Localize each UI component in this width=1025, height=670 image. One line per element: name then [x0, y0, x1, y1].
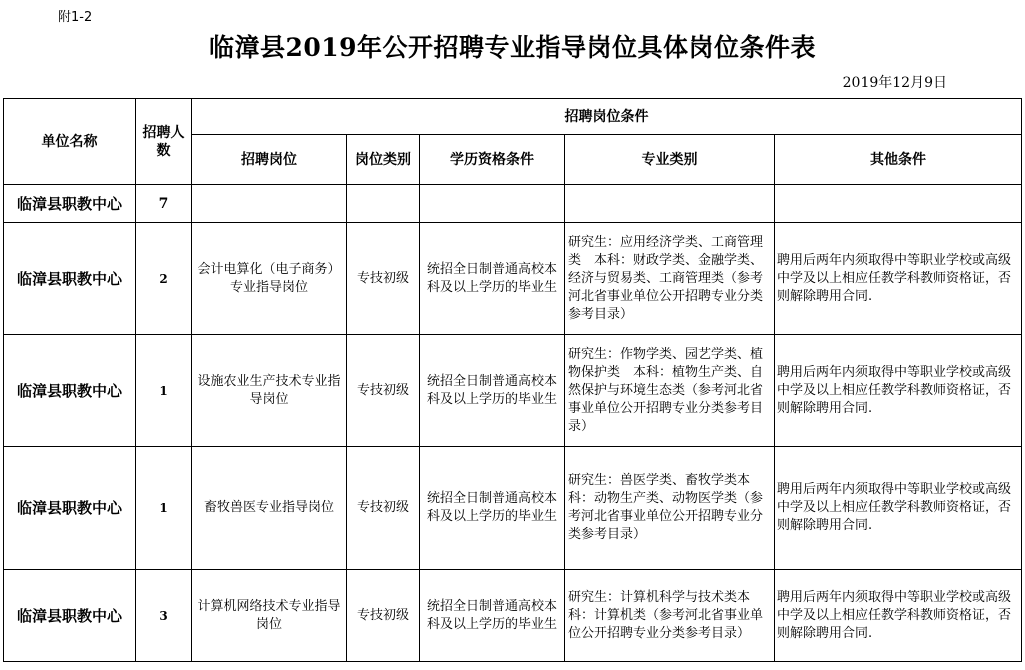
cell-unit: 临漳县职教中心 [4, 447, 136, 570]
annex-label: 附1-2 [58, 10, 93, 25]
header-major: 专业类别 [565, 135, 775, 185]
document-title: 临漳县2019年公开招聘专业指导岗位具体岗位条件表 [208, 33, 817, 62]
cell-other: 聘用后两年内须取得中等职业学校或高级中学及以上相应任教学科教师资格证，否则解除聘用合同. [775, 223, 1022, 335]
document-date: 2019年12月9日 [842, 75, 947, 91]
cell-position: 计算机网络技术专业指导岗位 [192, 570, 347, 662]
cell-education: 统招全日制普通高校本科及以上学历的毕业生 [420, 447, 565, 570]
cell-other: 聘用后两年内须取得中等职业学校或高级中学及以上相应任教学科教师资格证，否则解除聘用合同. [775, 570, 1022, 662]
header-count: 招聘人数 [136, 99, 192, 185]
header-position: 招聘岗位 [192, 135, 347, 185]
header-other: 其他条件 [775, 135, 1022, 185]
header-conditions: 招聘岗位条件 [192, 99, 1022, 135]
header-unit: 单位名称 [4, 99, 136, 185]
cell-count: 1 [136, 335, 192, 447]
cell-unit: 临漳县职教中心 [4, 335, 136, 447]
cell-major: 研究生：应用经济学类、工商管理类 本科：财政学类、金融学类、经济与贸易类、工商管理类（参考河北省事业单位公开招聘专业分类参考目录） [565, 223, 775, 335]
table-row [4, 223, 1022, 335]
cell-count: 1 [136, 447, 192, 570]
summary-unit: 临漳县职教中心 [4, 185, 136, 223]
header-education: 学历资格条件 [420, 135, 565, 185]
conditions-table [3, 98, 1022, 662]
cell-category: 专技初级 [347, 335, 420, 447]
cell-major: 研究生：兽医学类、畜牧学类本科：动物生产类、动物医学类（参考河北省事业单位公开招聘专业分类参考目录） [565, 447, 775, 570]
summary-row [4, 185, 1022, 223]
header-category: 岗位类别 [347, 135, 420, 185]
cell-education: 统招全日制普通高校本科及以上学历的毕业生 [420, 223, 565, 335]
table-row [4, 570, 1022, 662]
cell-other: 聘用后两年内须取得中等职业学校或高级中学及以上相应任教学科教师资格证，否则解除聘用合同. [775, 447, 1022, 570]
cell-position: 设施农业生产技术专业指导岗位 [192, 335, 347, 447]
summary-count: 7 [136, 185, 192, 223]
cell-unit: 临漳县职教中心 [4, 570, 136, 662]
cell-unit: 临漳县职教中心 [4, 223, 136, 335]
cell-category: 专技初级 [347, 223, 420, 335]
cell-education: 统招全日制普通高校本科及以上学历的毕业生 [420, 570, 565, 662]
cell-count: 3 [136, 570, 192, 662]
table-row [4, 335, 1022, 447]
cell-position: 会计电算化（电子商务）专业指导岗位 [192, 223, 347, 335]
cell-major: 研究生：作物学类、园艺学类、植物保护类 本科：植物生产类、自然保护与环境生态类（参考河北省事业单位公开招聘专业分类参考目录） [565, 335, 775, 447]
cell-education: 统招全日制普通高校本科及以上学历的毕业生 [420, 335, 565, 447]
cell-major: 研究生：计算机科学与技术类本科：计算机类（参考河北省事业单位公开招聘专业分类参考目录） [565, 570, 775, 662]
cell-position: 畜牧兽医专业指导岗位 [192, 447, 347, 570]
cell-count: 2 [136, 223, 192, 335]
cell-category: 专技初级 [347, 570, 420, 662]
table-row [4, 447, 1022, 570]
cell-category: 专技初级 [347, 447, 420, 570]
cell-other: 聘用后两年内须取得中等职业学校或高级中学及以上相应任教学科教师资格证，否则解除聘用合同. [775, 335, 1022, 447]
